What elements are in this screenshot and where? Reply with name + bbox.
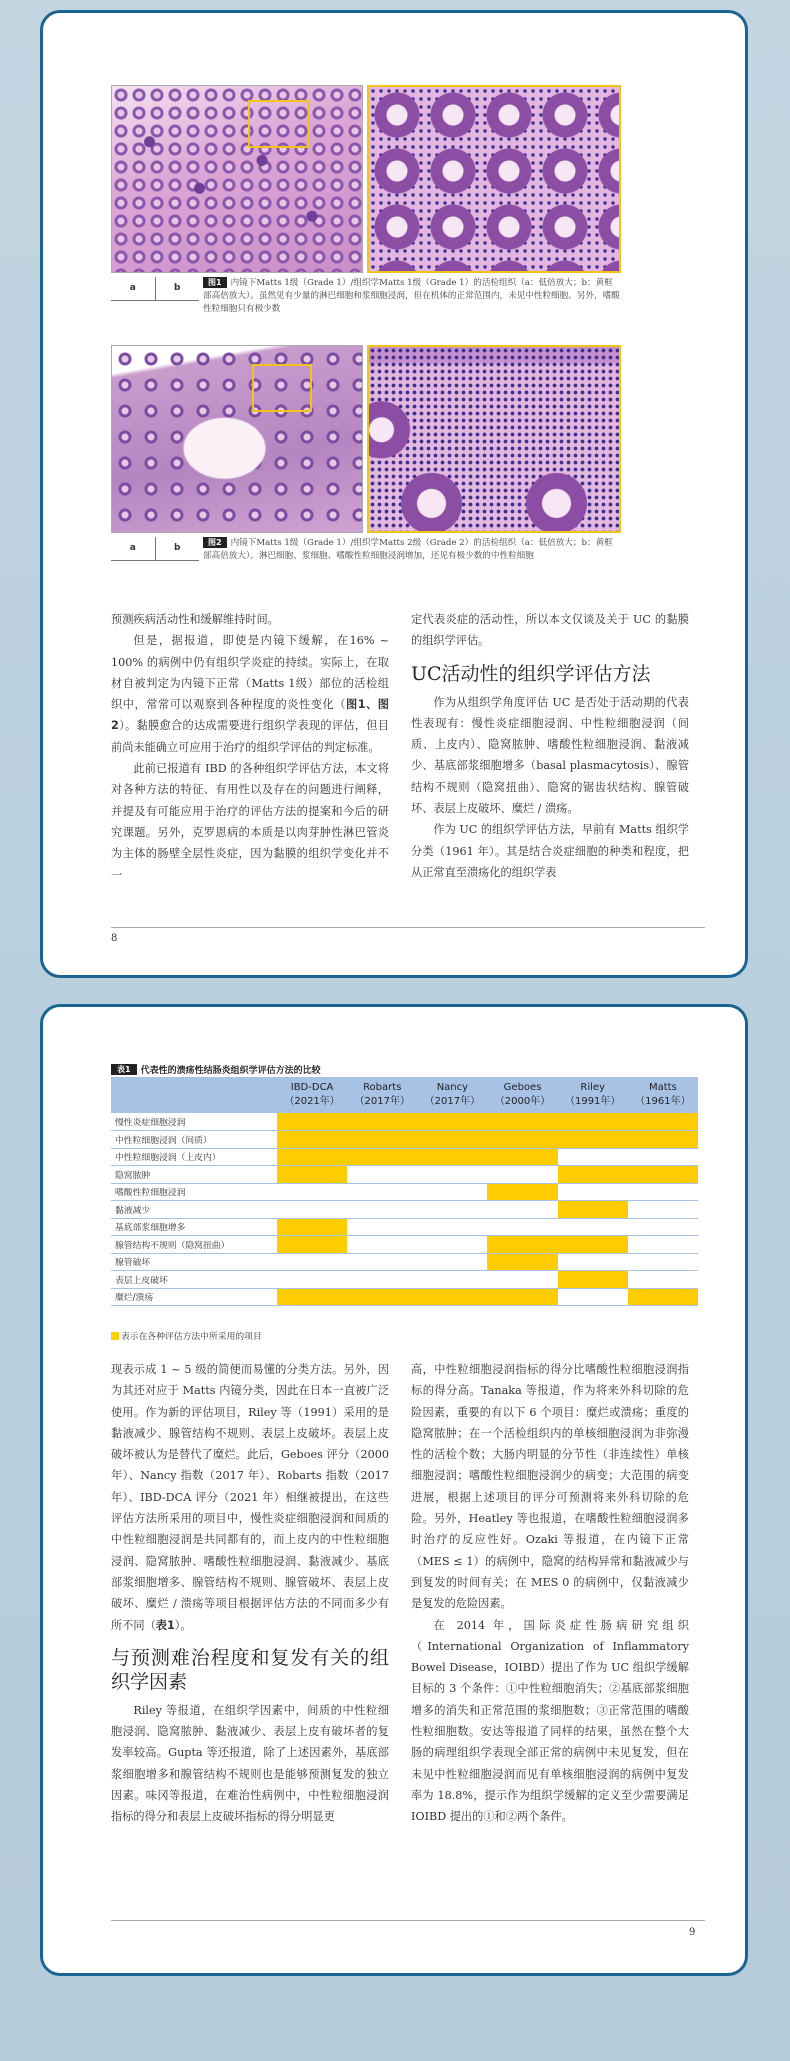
cell-used <box>558 1113 628 1131</box>
page-9-left-column <box>111 1359 389 1828</box>
figure-1a-low-magnification-image <box>111 85 363 273</box>
panel-label-b: b <box>174 543 181 553</box>
footer-divider <box>111 927 705 928</box>
row-label: 嗜酸性粒细胞浸润 <box>111 1183 277 1201</box>
cell-not-used <box>558 1148 628 1166</box>
row-label: 黏液减少 <box>111 1201 277 1219</box>
figure-1-caption-text <box>199 277 621 316</box>
column-header-geboes: Geboes （2000年） <box>487 1077 557 1113</box>
panel-label-a: a <box>111 537 156 560</box>
row-label: 糜烂/溃疡 <box>111 1288 277 1306</box>
figure-1-images <box>111 85 621 273</box>
cell-used <box>628 1288 698 1306</box>
cell-not-used <box>628 1201 698 1219</box>
cell-used <box>347 1113 417 1131</box>
page-8-right-column <box>411 609 689 883</box>
figure-2-caption-text <box>199 537 621 563</box>
paragraph: Riley 等报道，在组织学因素中，间质的中性粒细胞浸润、隐窝脓肿、黏液减少、表层上皮有破坏者的复发率较高。Gupta 等还报道，除了上述因素外，基底部浆细胞增多和腺管结构不规则也是能够预测复发的独立因素。味冈等报道，在难治性病例中，中性粒细胞浸润指标的得分和表层上皮破坏指标的得分明显更 <box>111 1703 389 1824</box>
cell-used <box>487 1148 557 1166</box>
table-row <box>111 1131 698 1149</box>
cell-used <box>558 1271 628 1289</box>
page-8-left-column <box>111 609 389 886</box>
page-number: 9 <box>689 1927 696 1938</box>
cell-not-used <box>417 1218 487 1236</box>
column-header-robarts: Robarts （2017年） <box>347 1077 417 1113</box>
cell-used <box>628 1113 698 1131</box>
table-row <box>111 1271 698 1289</box>
zoom-region-box <box>248 100 310 148</box>
cell-used <box>277 1288 347 1306</box>
figure-reference: 图1、图2 <box>111 698 389 733</box>
row-label: 中性粒细胞浸润（上皮内） <box>111 1148 277 1166</box>
page-number: 8 <box>111 933 118 944</box>
cell-not-used <box>347 1253 417 1271</box>
cell-not-used <box>347 1201 417 1219</box>
row-label: 表层上皮破坏 <box>111 1271 277 1289</box>
column-header-ibd-dca: IBD-DCA （2021年） <box>277 1077 347 1113</box>
cell-not-used <box>628 1271 698 1289</box>
cell-not-used <box>628 1148 698 1166</box>
cell-not-used <box>487 1218 557 1236</box>
cell-used <box>558 1131 628 1149</box>
cell-used <box>277 1113 347 1131</box>
cell-not-used <box>417 1271 487 1289</box>
cell-used <box>347 1148 417 1166</box>
figure-2-caption-body: 内镜下Matts 1级（Grade 1）/组织学Matts 2级（Grade 2）的活检组织（a：低倍放大；b：黄框部高倍放大）。淋巴细胞、浆细胞、嗜酸性粒细胞浸润增加，还见有极少数的中性粒细胞 <box>203 538 613 561</box>
table-row <box>111 1218 698 1236</box>
paragraph: 在 2014 年，国际炎症性肠病研究组织（International Organization of Inflammatory Bowel Disease，IOIBD）提出了作为 UC 组织学缓解目标的 3 个条件：①中性粒细胞消失；②基底部浆细胞增多的消失和正常范围的浆细胞数；③正常范围的嗜酸性粒细胞数。安达等报道了同样的结果，虽然在整个大肠的病理组织学表现全部正常的病例中未见复发，但在未见中性粒细胞浸润而见有单核细胞浸润的病例中复发率为 18.8%，提示作为组织学缓解的定义至少需要满足 IOIBD 提出的①和②两个条件。 <box>411 1618 689 1824</box>
section-heading: UC活动性的组织学评估方法 <box>411 662 651 685</box>
footer-divider <box>111 1920 705 1921</box>
cell-used <box>277 1236 347 1254</box>
cell-not-used <box>487 1166 557 1184</box>
table-row <box>111 1236 698 1254</box>
table-body <box>111 1113 698 1306</box>
cell-not-used <box>628 1236 698 1254</box>
page-9-right-column <box>411 1359 689 1828</box>
table-1-title <box>111 1063 321 1076</box>
cell-used <box>487 1288 557 1306</box>
cell-not-used <box>347 1183 417 1201</box>
table-row <box>111 1113 698 1131</box>
cell-used <box>487 1131 557 1149</box>
cell-not-used <box>628 1218 698 1236</box>
section-heading: 与预测难治程度和复发有关的组织学因素 <box>111 1646 389 1693</box>
table-1-tag: 表1 <box>111 1064 137 1075</box>
panel-label-b: b <box>174 283 181 293</box>
paragraph: 作为从组织学角度评估 UC 是否处于活动期的代表性表现有：慢性炎症细胞浸润、中性粒细胞浸润（间质、上皮内）、隐窝脓肿、嗜酸性粒细胞浸润、黏液减少、基底部浆细胞增多（basal plasmacytosis）、腺管结构不规则（隐窝扭曲）、隐窝的锯齿状结构、腺管破坏、表层上皮破坏、糜烂 / 溃疡。 <box>411 695 689 816</box>
cell-not-used <box>277 1271 347 1289</box>
cell-used <box>558 1166 628 1184</box>
cell-not-used <box>558 1218 628 1236</box>
row-label: 腺管结构不规则（隐窝扭曲） <box>111 1236 277 1254</box>
row-label: 慢性炎症细胞浸润 <box>111 1113 277 1131</box>
paragraph: 作为 UC 的组织学评估方法，早前有 Matts 组织学分类（1961 年）。其是结合炎症细胞的种类和程度，把从正常直至溃疡化的组织学表 <box>411 823 689 879</box>
figure-1-tag: 图1 <box>203 277 227 288</box>
table-row <box>111 1288 698 1306</box>
cell-not-used <box>277 1253 347 1271</box>
cell-used <box>628 1166 698 1184</box>
figure-1 <box>111 85 621 316</box>
figure-2-tag: 图2 <box>203 537 227 548</box>
table-row <box>111 1148 698 1166</box>
cell-used <box>487 1183 557 1201</box>
legend-swatch-yellow <box>111 1332 119 1340</box>
cell-used <box>558 1201 628 1219</box>
paragraph: 现表示成 1 ~ 5 级的简便而易懂的分类方法。另外，因为其还对应于 Matts 内镜分类，因此在日本一直被广泛使用。作为新的评估项目，Riley 等（1991）采用的是黏液减少、腺管结构不规则、表层上皮破坏。表层上皮破坏被认为是替代了糜烂。此后，Geboes 评分（2000 年）、Nancy 指数（2017 年）、Robarts 指数（2017 年）、IBD-DCA 评分（2021 年）相继被提出，在这些评估方法所采用的项目中，慢性炎症细胞浸润和间质的中性粒细胞浸润是共同都有的，而上皮内的中性粒细胞浸润、隐窝脓肿、嗜酸性粒细胞浸润、黏液减少、基底部浆细胞增多、腺管结构不规则、腺管破坏、表层上皮破坏、糜烂 / 溃疡等项目根据评估方法的不同而多少有所不同（表1）。 <box>111 1363 389 1632</box>
cell-not-used <box>558 1183 628 1201</box>
cell-used <box>417 1131 487 1149</box>
cell-not-used <box>347 1236 417 1254</box>
cell-not-used <box>417 1183 487 1201</box>
figure-2-panel-labels <box>111 537 199 561</box>
cell-used <box>347 1288 417 1306</box>
paragraph: 但是，据报道，即使是内镜下缓解，在16% ~ 100% 的病例中仍有组织学炎症的持续。实际上，在取材自被判定为内镜下正常（Matts 1级）部位的活检组织中，常常可以观察到各种程度的炎性变化（图1、图2）。黏膜愈合的达成需要进行组织学表现的评估，但目前尚未能确立可应用于治疗的组织学评估的判定标准。 <box>111 634 389 754</box>
zoom-region-box <box>252 364 312 412</box>
paragraph: 高，中性粒细胞浸润指标的得分比嗜酸性粒细胞浸润指标的得分高。Tanaka 等报道，作为将来外科切除的危险因素，重要的有以下 6 个项目：糜烂或溃疡；重度的隐窝脓肿；在一个活检组织内的单核细胞浸润为非弥漫性的活检个数；大肠内明显的分节性（非连续性）单核细胞浸润；嗜酸性粒细胞浸润少的病变；大范围的病变进展，根据上述项目的评分可预测将来外科切除的危险。另外，Heatley 等也报道，在嗜酸性粒细胞浸润多时治疗的反应性好。Ozaki 等报道，在内镜下正常（MES ≤ 1）的病例中，隐窝的结构异常和黏液减少与到复发的时间有关；在 MES 0 的病例中，仅黏液减少是复发的危险因素。 <box>411 1363 689 1611</box>
panel-label-a: a <box>111 277 156 300</box>
cell-not-used <box>628 1253 698 1271</box>
column-header-riley: Riley （1991年） <box>558 1077 628 1113</box>
cell-used <box>347 1131 417 1149</box>
cell-not-used <box>277 1201 347 1219</box>
cell-not-used <box>487 1201 557 1219</box>
cell-not-used <box>558 1253 628 1271</box>
comparison-table <box>111 1077 698 1306</box>
cell-not-used <box>347 1166 417 1184</box>
cell-used <box>417 1148 487 1166</box>
table-legend <box>111 1329 262 1342</box>
figure-1b-high-magnification-image <box>367 85 621 273</box>
table-1-title-text: 代表性的溃疡性结肠炎组织学评估方法的比较 <box>140 1066 321 1076</box>
cell-used <box>277 1218 347 1236</box>
row-label: 中性粒细胞浸润（间质） <box>111 1131 277 1149</box>
table-header-empty <box>111 1077 277 1113</box>
table-row <box>111 1253 698 1271</box>
cell-used <box>487 1113 557 1131</box>
row-label: 基底部浆细胞增多 <box>111 1218 277 1236</box>
table-row <box>111 1201 698 1219</box>
cell-used <box>277 1166 347 1184</box>
cell-not-used <box>347 1271 417 1289</box>
table-row <box>111 1166 698 1184</box>
figure-2-caption <box>111 537 621 563</box>
figure-2b-high-magnification-image <box>367 345 621 533</box>
table-row <box>111 1183 698 1201</box>
figure-2-images <box>111 345 621 533</box>
table-header-row <box>111 1077 698 1113</box>
row-label: 隐窝脓肿 <box>111 1166 277 1184</box>
figure-1-panel-labels <box>111 277 199 301</box>
cell-not-used <box>558 1288 628 1306</box>
cell-not-used <box>417 1253 487 1271</box>
cell-used <box>558 1236 628 1254</box>
legend-text: 表示在各种评估方法中所采用的项目 <box>121 1332 262 1342</box>
figure-1-caption-body: 内镜下Matts 1级（Grade 1）/组织学Matts 1级（Grade 1）的活检组织（a：低倍放大；b：黄框部高倍放大）。虽然见有少量的淋巴细胞和浆细胞浸润，但在机体的正常范围内，未见中性粒细胞。另外，嗜酸性粒细胞只有极少数 <box>203 278 620 314</box>
cell-not-used <box>347 1218 417 1236</box>
cell-used <box>417 1288 487 1306</box>
cell-not-used <box>277 1183 347 1201</box>
cell-used <box>277 1148 347 1166</box>
column-header-nancy: Nancy （2017年） <box>417 1077 487 1113</box>
column-header-matts: Matts （1961年） <box>628 1077 698 1113</box>
cell-not-used <box>417 1201 487 1219</box>
cell-used <box>628 1131 698 1149</box>
page-9 <box>40 1004 748 1976</box>
figure-2a-low-magnification-image <box>111 345 363 533</box>
cell-not-used <box>417 1166 487 1184</box>
page-8 <box>40 10 748 978</box>
table-reference: 表1 <box>155 1618 175 1632</box>
paragraph: 预测疾病活动性和缓解维持时间。 <box>111 613 279 626</box>
row-label: 腺管破坏 <box>111 1253 277 1271</box>
paragraph: 定代表炎症的活动性，所以本文仅谈及关于 UC 的黏膜的组织学评估。 <box>411 613 689 648</box>
cell-not-used <box>487 1271 557 1289</box>
cell-used <box>487 1236 557 1254</box>
figure-2 <box>111 345 621 563</box>
cell-used <box>277 1131 347 1149</box>
cell-used <box>487 1253 557 1271</box>
paragraph: 此前已报道有 IBD 的各种组织学评估方法，本文将对各种方法的特征、有用性以及存在的问题进行阐释，并提及有可能应用于治疗的评估方法的提案和今后的研究课题。另外，克罗恩病的本质是以肉芽肿性淋巴管炎为主体的肠壁全层性炎症，因为黏膜的组织学变化并不一 <box>111 762 389 882</box>
cell-used <box>417 1113 487 1131</box>
cell-not-used <box>417 1236 487 1254</box>
cell-not-used <box>628 1183 698 1201</box>
figure-1-caption <box>111 277 621 316</box>
